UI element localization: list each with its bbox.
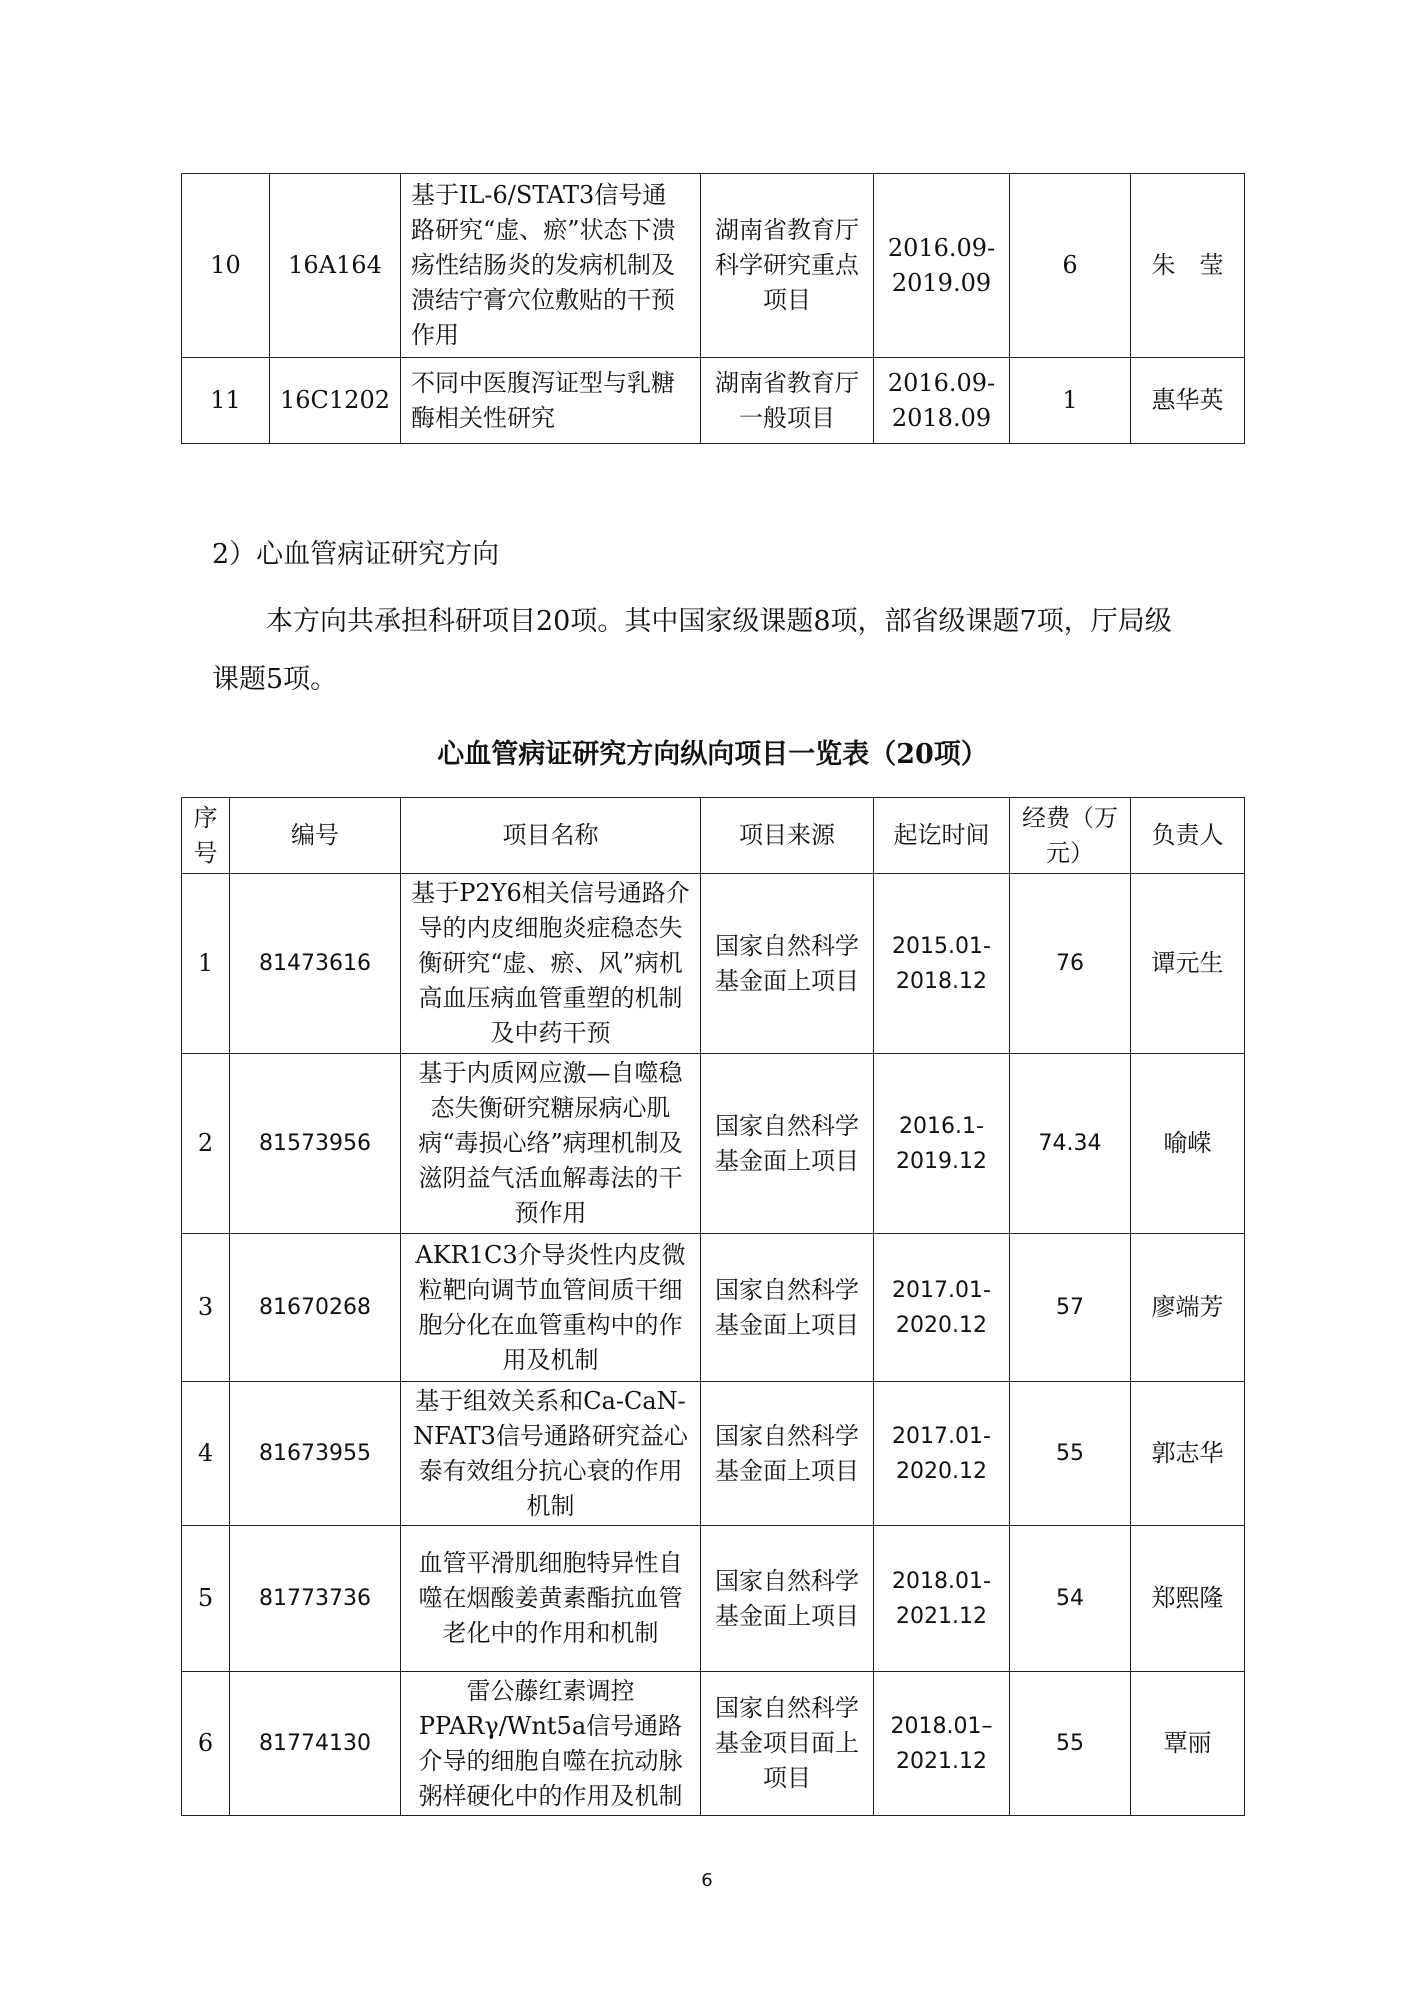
row-number: 5 <box>182 1526 230 1672</box>
project-source: 国家自然科学基金面上项目 <box>701 1054 874 1234</box>
project-period: 2018.01–2021.12 <box>874 1672 1010 1816</box>
project-fund: 74.34 <box>1010 1054 1131 1234</box>
header-name: 项目名称 <box>401 798 701 874</box>
project-fund: 55 <box>1010 1382 1131 1526</box>
header-leader: 负责人 <box>1131 798 1245 874</box>
project-code: 81473616 <box>230 874 401 1054</box>
project-code: 16A164 <box>270 174 401 358</box>
project-period: 2017.01-2020.12 <box>874 1382 1010 1526</box>
project-fund: 76 <box>1010 874 1131 1054</box>
project-fund: 6 <box>1010 174 1131 358</box>
project-source: 湖南省教育厅一般项目 <box>701 358 874 444</box>
project-name: AKR1C3介导炎性内皮微粒靶向调节血管间质干细胞分化在血管重构中的作用及机制 <box>401 1234 701 1382</box>
table-row <box>182 1526 1245 1672</box>
section-paragraph: 本方向共承担科研项目20项。其中国家级课题8项，部省级课题7项，厅局级 <box>266 606 1172 637</box>
table-caption: 心血管病证研究方向纵向项目一览表（20项） <box>437 739 988 770</box>
project-source: 湖南省教育厅科学研究重点项目 <box>701 174 874 358</box>
section-heading: 2）心血管病证研究方向 <box>212 539 500 570</box>
project-leader: 朱 莹 <box>1131 174 1245 358</box>
project-source: 国家自然科学基金面上项目 <box>701 1234 874 1382</box>
page-number: 6 <box>701 1870 713 1891</box>
project-source: 国家自然科学基金面上项目 <box>701 1526 874 1672</box>
project-leader: 谭元生 <box>1131 874 1245 1054</box>
project-period: 2018.01-2021.12 <box>874 1526 1010 1672</box>
row-number: 4 <box>182 1382 230 1526</box>
project-name: 基于IL-6/STAT3信号通路研究“虚、瘀”状态下溃疡性结肠炎的发病机制及溃结宁膏穴位敷贴的干预作用 <box>401 174 701 358</box>
project-code: 81573956 <box>230 1054 401 1234</box>
row-number: 2 <box>182 1054 230 1234</box>
project-leader: 郭志华 <box>1131 1382 1245 1526</box>
project-name: 不同中医腹泻证型与乳糖酶相关性研究 <box>401 358 701 444</box>
project-code: 81673955 <box>230 1382 401 1526</box>
project-name: 雷公藤红素调控PPARγ/Wnt5a信号通路介导的细胞自噬在抗动脉粥样硬化中的作用及机制 <box>401 1672 701 1816</box>
table-row <box>182 1234 1245 1382</box>
table-row <box>182 1382 1245 1526</box>
project-period: 2016.1-2019.12 <box>874 1054 1010 1234</box>
project-code: 81773736 <box>230 1526 401 1672</box>
project-fund: 57 <box>1010 1234 1131 1382</box>
row-number: 10 <box>182 174 270 358</box>
table-row <box>182 358 1245 444</box>
header-period: 起讫时间 <box>874 798 1010 874</box>
previous-projects-table <box>181 173 1245 444</box>
project-fund: 1 <box>1010 358 1131 444</box>
header-fund: 经费（万元） <box>1010 798 1131 874</box>
project-leader: 喻嵘 <box>1131 1054 1245 1234</box>
table-row <box>182 874 1245 1054</box>
project-source: 国家自然科学基金面上项目 <box>701 874 874 1054</box>
header-source: 项目来源 <box>701 798 874 874</box>
project-period: 2017.01-2020.12 <box>874 1234 1010 1382</box>
project-name: 基于组效关系和Ca-CaN-NFAT3信号通路研究益心泰有效组分抗心衰的作用机制 <box>401 1382 701 1526</box>
table-row <box>182 174 1245 358</box>
row-number: 11 <box>182 358 270 444</box>
project-leader: 廖端芳 <box>1131 1234 1245 1382</box>
project-fund: 54 <box>1010 1526 1131 1672</box>
cardiovascular-projects-table <box>181 797 1245 1816</box>
project-period: 2016.09-2018.09 <box>874 358 1010 444</box>
project-leader: 郑熙隆 <box>1131 1526 1245 1672</box>
project-leader: 覃丽 <box>1131 1672 1245 1816</box>
project-period: 2016.09-2019.09 <box>874 174 1010 358</box>
table-header-row <box>182 798 1245 874</box>
project-source: 国家自然科学基金项目面上项目 <box>701 1672 874 1816</box>
project-name: 血管平滑肌细胞特异性自噬在烟酸姜黄素酯抗血管老化中的作用和机制 <box>401 1526 701 1672</box>
project-source: 国家自然科学基金面上项目 <box>701 1382 874 1526</box>
table-row <box>182 1672 1245 1816</box>
project-name: 基于内质网应激—自噬稳态失衡研究糖尿病心肌病“毒损心络”病理机制及滋阴益气活血解毒法的干预作用 <box>401 1054 701 1234</box>
row-number: 6 <box>182 1672 230 1816</box>
project-leader: 惠华英 <box>1131 358 1245 444</box>
project-code: 81774130 <box>230 1672 401 1816</box>
project-period: 2015.01-2018.12 <box>874 874 1010 1054</box>
row-number: 1 <box>182 874 230 1054</box>
row-number: 3 <box>182 1234 230 1382</box>
table-row <box>182 1054 1245 1234</box>
project-name: 基于P2Y6相关信号通路介导的内皮细胞炎症稳态失衡研究“虚、瘀、风”病机高血压病血管重塑的机制及中药干预 <box>401 874 701 1054</box>
project-fund: 55 <box>1010 1672 1131 1816</box>
section-paragraph-continued: 课题5项。 <box>212 664 338 695</box>
header-code: 编号 <box>230 798 401 874</box>
project-code: 81670268 <box>230 1234 401 1382</box>
project-code: 16C1202 <box>270 358 401 444</box>
header-no: 序号 <box>182 798 230 874</box>
